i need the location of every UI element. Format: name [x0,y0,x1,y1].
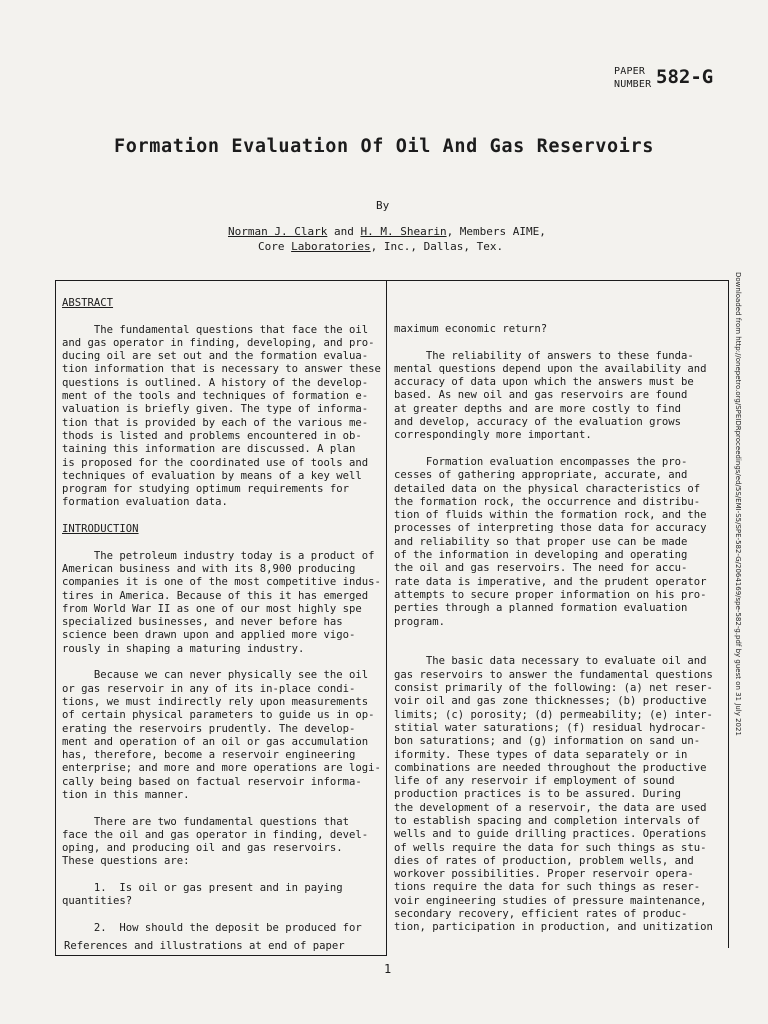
text-line: secondary recovery, efficient rates of produc- [394,908,688,921]
right-column [394,323,724,935]
text-line: perties through a planned formation evaluation [394,602,688,615]
affiliation-line [258,240,503,253]
abstract-line: tion information that is necessary to answer these [62,363,381,376]
question-1 [62,882,384,909]
by-label: By [376,199,390,212]
author-1: Norman J. Clark [228,225,328,238]
text-line: the formation rock, the occurrence and distribu- [394,495,701,508]
text-line: limits; (c) porosity; (d) permeability; (e) inter- [394,708,713,721]
references-note: References and illustrations at end of paper [64,940,345,952]
text-line: cesses of gathering appropriate, accurate, and [394,469,688,482]
text-line: and develop, accuracy of the evaluation grows [394,416,682,429]
text-line: 1. Is oil or gas present and in paying [62,882,343,895]
text-line: bon saturations; and (g) information on sand un- [394,735,701,748]
abstract-line: The fundamental questions that face the oil [62,323,369,336]
text-line: from World War II as one of our most highly spe [62,602,362,615]
text-line: face the oil and gas operator in finding, devel- [62,828,369,841]
text-line: production practices is to be assured. During [394,788,682,801]
authors-line [228,225,546,238]
text-line: voir engineering studies of pressure maintenance, [394,894,707,907]
text-line: Because we can never physically see the oil [62,669,369,682]
text-line: has, therefore, become a reservoir engineering [62,749,356,762]
text-line: cally being based on factual reservoir informa- [62,775,362,788]
right-paragraph-2 [394,456,724,629]
text-line: stitial water saturations; (f) residual hydrocar- [394,721,707,734]
affiliation-company: Laboratories [291,240,371,253]
text-line: the oil and gas reservoirs. The need for accu- [394,562,688,575]
right-paragraph-3 [394,655,724,934]
right-paragraph-1 [394,350,724,443]
introduction-heading: INTRODUCTION [62,523,139,536]
text-line: or gas reservoir in any of its in-place condi- [62,682,356,695]
top-rule [55,280,729,281]
text-line: tires in America. Because of this it has emerged [62,589,369,602]
author-2: H. M. Shearin [360,225,447,238]
abstract-line: program for studying optimum requirements for [62,483,350,496]
text-line: and reliability so that proper use can be made [394,535,688,548]
text-line: wells and to guide drilling practices. Operations [394,828,707,841]
abstract-line: questions is outlined. A history of the develop- [62,376,369,389]
abstract-line: ment of the tools and techniques of formation e- [62,390,369,403]
text-line: of certain physical parameters to guide us in op- [62,709,375,722]
bottom-rule [55,955,386,956]
text-line: at greater depths and are more costly to find [394,402,682,415]
abstract-line: formation evaluation data. [62,496,228,509]
text-line: attempts to secure proper information on his pro- [394,588,707,601]
text-line: science been drawn upon and applied more vigo- [62,629,356,642]
text-line: tion of fluids within the formation rock, and the [394,509,707,522]
text-line: workover possibilities. Proper reservoir opera- [394,868,694,881]
text-line: correspondingly more important. [394,429,592,442]
abstract-line: and gas operator in finding, developing, and pro- [62,336,375,349]
text-line: to establish spacing and completion intervals of [394,814,701,827]
number-label: NUMBER [614,79,652,90]
text-line: tions, we must indirectly rely upon measurements [62,695,369,708]
affiliation-pre: Core [258,240,292,253]
text-line: The basic data necessary to evaluate oil and [394,655,707,668]
text-line: gas reservoirs to answer the fundamental questions [394,668,713,681]
abstract-line: ducing oil are set out and the formation evalua- [62,350,369,363]
text-line: There are two fundamental questions that [62,815,350,828]
text-line: These questions are: [62,855,190,868]
text-line: tion in this manner. [62,788,190,801]
question-2: 2. How should the deposit be produced for [62,921,362,934]
abstract-heading: ABSTRACT [62,297,114,309]
intro-paragraph-1 [62,550,384,656]
text-line: program. [394,615,446,628]
text-line: companies it is one of the most competitive indus- [62,576,381,589]
text-line: rate data is imperative, and the prudent operator [394,575,707,588]
download-watermark[interactable]: Downloaded from http://onepetro.org/SPEIDRproceedings/ed/5S/EMI-S5/SPE-582-G/2064169/spe-582-g.pdf by guest on 31 July 2021 [734,272,742,736]
author-and: and [327,225,361,238]
abstract-line: tion that is provided by each of the various me- [62,416,369,429]
text-line: enterprise; and more and more operations are logi- [62,762,381,775]
intro-paragraph-3 [62,816,384,869]
text-line: tions require the data for such things as reser- [394,881,701,894]
abstract-line: taining this information are discussed. A plan [62,443,356,456]
author-membership: , Members AIME, [446,225,546,238]
column-divider [386,280,387,956]
text-line: tion, participation in production, and unitization [394,921,713,934]
text-line: quantities? [62,895,133,908]
text-line: of wells require the data for such things as stu- [394,841,707,854]
page-number: 1 [384,962,392,976]
text-line: American business and with its 8,900 producing [62,562,356,575]
paper-number: 582-G [656,66,714,88]
text-line: The petroleum industry today is a product of [62,549,375,562]
abstract-line: techniques of evaluation by means of a key well [62,469,362,482]
text-line: accuracy of data upon which the answers must be [394,376,694,389]
left-column [62,297,384,935]
abstract-line: thods is listed and problems encountered in ob- [62,429,362,442]
text-line: mental questions depend upon the availability and [394,362,707,375]
intro-paragraph-2 [62,669,384,802]
abstract-line: is proposed for the coordinated use of tools and [62,456,369,469]
text-line: specialized businesses, and never before has [62,616,343,629]
text-line: rously in shaping a maturing industry. [62,642,305,655]
abstract-line: valuation is briefly given. The type of informa- [62,403,369,416]
left-border [55,280,56,956]
text-line: dies of rates of production, problem wells, and [394,854,694,867]
text-line: ment and operation of an oil or gas accumulation [62,735,369,748]
text-line: Formation evaluation encompasses the pro- [394,455,688,468]
text-line: combinations are needed throughout the productive [394,761,707,774]
text-line: erating the reservoirs prudently. The develop- [62,722,356,735]
paper-title: Formation Evaluation Of Oil And Gas Reservoirs [114,136,654,157]
paper-label: PAPER [614,66,646,77]
text-line: life of any reservoir if employment of sound [394,775,675,788]
text-line: based. As new oil and gas reservoirs are found [394,389,688,402]
text-line: voir oil and gas zone thicknesses; (b) productive [394,695,707,708]
text-line: maximum economic return? [394,323,548,335]
affiliation-post: , Inc., Dallas, Tex. [370,240,504,253]
text-line: processes of interpreting those data for accuracy [394,522,707,535]
abstract-text [62,324,384,510]
text-line: iformity. These types of data separately or in [394,748,688,761]
text-line: The reliability of answers to these funda- [394,349,694,362]
text-line: oping, and producing oil and gas reservoirs. [62,842,343,855]
text-line: of the information in developing and operating [394,549,688,562]
text-line: consist primarily of the following: (a) net reser- [394,682,713,695]
text-line: the development of a reservoir, the data are used [394,801,707,814]
text-line: detailed data on the physical characteristics of [394,482,701,495]
